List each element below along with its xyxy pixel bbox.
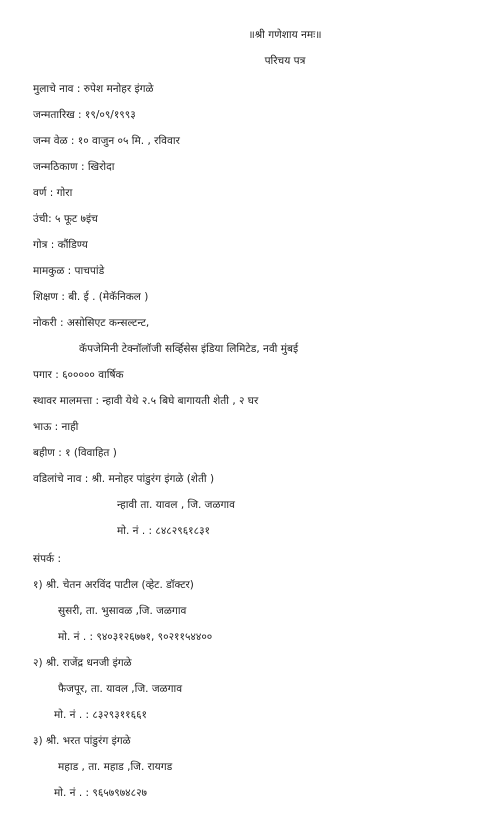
contact-2-address: फैजपूर, ता. यावल ,जि. जळगाव [58, 683, 183, 695]
sister-field: बहीण : १ (विवाहित ) [33, 447, 117, 459]
education-field: शिक्षण : बी. ई . (मेकॅनिकल ) [33, 291, 149, 303]
contact-1-mobile: मो. नं . : ९४०३१२६७७१, ९०२११५४४०० [58, 631, 213, 643]
father-mobile-field: मो. नं . : ८४८२९६१८३१ [117, 525, 210, 537]
invocation-line: ॥श्री गणेशाय नमः॥ [248, 29, 322, 41]
contact-3-address: महाड , ता. महाड ,जि. रायगड [58, 761, 173, 773]
height-field: उंची: ५ फूट ७इंच [33, 213, 98, 225]
birth-time-field: जन्म वेळ : १० वाजुन ०५ मि. , रविवार [33, 135, 180, 147]
gotra-field: गोत्र : कौंडिण्य [33, 239, 88, 251]
contact-1-address: सुसरी, ता. भुसावळ ,जि. जळगाव [58, 605, 187, 617]
contact-2-mobile: मो. नं . : ८३२९३११६६१ [54, 709, 147, 721]
dob-field: जन्मतारिख : १९/०९/१९९३ [33, 109, 136, 121]
birth-place-field: जन्मठिकाण : खिरोदा [33, 161, 115, 173]
job-company-field: कॅपजेमिनी टेक्नॉलॉजी सर्व्हिसेस इंडिया लिमिटेड, नवी मुंबई [79, 343, 299, 355]
name-field: मुलाचे नाव : रुपेश मनोहर इंगळे [33, 83, 154, 95]
contact-3-name: ३) श्री. भरत पांडुरंग इंगळे [33, 735, 131, 747]
contact-2-name: २) श्री. राजेंद्र धनजी इंगळे [33, 657, 132, 669]
complexion-field: वर्ण : गोरा [33, 187, 73, 199]
salary-field: पगार : ६००००० वार्षिक [33, 369, 124, 381]
job-title-field: नोकरी : असोसिएट कन्सल्टन्ट, [33, 317, 150, 329]
mamkul-field: मामकुळ : पाचपांडे [33, 265, 105, 277]
brother-field: भाऊ : नाही [33, 421, 79, 433]
father-name-field: वडिलांचे नाव : श्री. मनोहर पांडुरंग इंगळे (शेती ) [33, 473, 215, 485]
father-address-field: न्हावी ता. यावल , जि. जळगाव [117, 499, 235, 511]
contact-3-mobile: मो. नं . : ९६५७९७४८२७ [54, 787, 147, 799]
property-field: स्थावर मालमत्ता : न्हावी येथे २.५ बिघे बागायती शेती , २ घर [33, 395, 259, 407]
document-title: परिचय पत्र [264, 55, 306, 67]
contact-heading: संपर्क : [33, 553, 62, 565]
contact-1-name: १) श्री. चेतन अरविंद पाटील (व्हेट. डॉक्टर) [33, 579, 194, 591]
